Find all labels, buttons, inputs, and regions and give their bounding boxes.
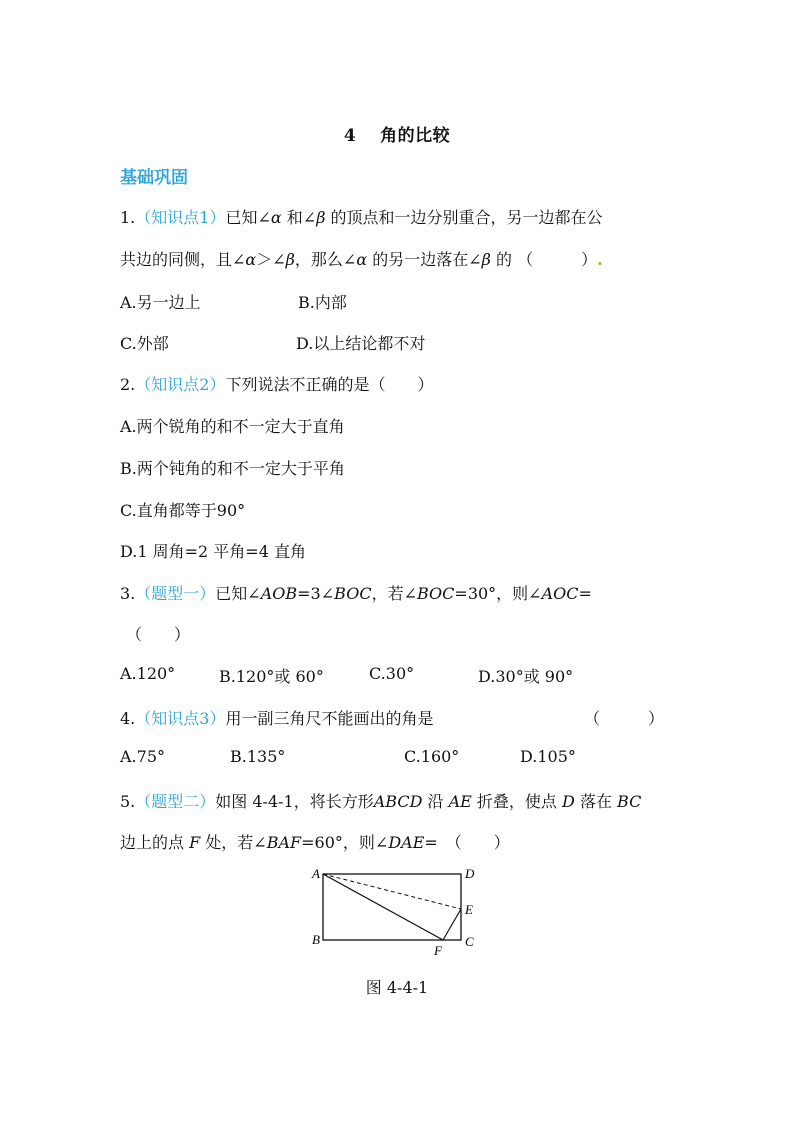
q3-text: =	[578, 584, 592, 603]
q1-text: 的顶点和一边分别重合，另一边都在公	[325, 208, 603, 227]
title-number: 4	[343, 126, 357, 146]
q3-option-d: D.30°或 90°	[478, 667, 574, 686]
q5-text: 处，若∠	[200, 833, 267, 852]
q3-angle-aoc: AOC	[541, 584, 579, 603]
q2-tag: （知识点2）	[135, 375, 226, 394]
q4-answer-paren: （ ）	[584, 709, 665, 728]
q3-tag: （题型一）	[135, 584, 216, 603]
q3-answer-paren: （ ）	[126, 625, 191, 644]
q3-text: ，若∠	[371, 584, 417, 603]
q2-line	[120, 372, 433, 395]
q2-option-b: B.两个钝角的和不一定大于平角	[120, 459, 345, 478]
fold-line-ae	[323, 874, 461, 909]
figure-caption: 图 4-4-1	[365, 978, 429, 997]
label-a: A	[312, 866, 320, 881]
q1-beta: β	[285, 250, 295, 269]
label-b: B	[312, 932, 320, 947]
q5-text: 折叠，使点	[471, 792, 563, 811]
q2-option-a: A.两个锐角的和不一定大于直角	[120, 417, 345, 436]
segment-af	[323, 874, 443, 940]
q4-option-a: A.75°	[120, 747, 165, 766]
q5-line-1	[120, 789, 641, 812]
q1-alpha: α	[245, 250, 257, 269]
q3-text: =30°，则∠	[454, 584, 542, 603]
q1-option-a: A.另一边上	[120, 293, 201, 312]
q3-angle-aob: AOB	[260, 584, 298, 603]
q1-option-b: B.内部	[298, 293, 347, 312]
q2-text: 下列说法不正确的是（ ）	[225, 375, 434, 394]
q5-tag: （题型二）	[135, 792, 216, 811]
q4-tag: （知识点3）	[135, 709, 226, 728]
q1-tag: （知识点1）	[135, 208, 226, 227]
q5-text: 沿	[422, 792, 449, 811]
q1-answer-paren: 的 （ ）	[490, 250, 598, 269]
q1-dot: .	[597, 250, 603, 269]
label-c: C	[465, 934, 474, 949]
q1-alpha: α	[356, 250, 368, 269]
q5-text: 边上的点	[120, 833, 190, 852]
q1-beta: β	[316, 208, 326, 227]
q4-line	[120, 706, 433, 729]
q1-alpha: α	[270, 208, 282, 227]
q3-line	[120, 581, 592, 604]
q2-number: 2.	[120, 375, 136, 394]
q1-text: 已知∠	[225, 208, 271, 227]
q3-option-c: C.30°	[369, 664, 415, 683]
q1-text: 共边的同侧，且∠	[120, 250, 246, 269]
q1-option-c: C.外部	[120, 334, 169, 353]
q5-rect-abcd: ABCD	[373, 792, 423, 811]
label-e: E	[465, 902, 473, 917]
title-text: 角的比较	[380, 126, 451, 146]
q1-option-d: D.以上结论都不对	[296, 334, 426, 353]
q1-line-1	[120, 205, 603, 228]
q3-option-b: B.120°或 60°	[219, 667, 324, 686]
q1-number: 1.	[120, 208, 136, 227]
q3-angle-boc: BOC	[334, 584, 372, 603]
q4-text: 用一副三角尺不能画出的角是	[225, 709, 434, 728]
q5-angle-dae: DAE	[388, 833, 425, 852]
q4-option-b: B.135°	[230, 747, 286, 766]
q4-number: 4.	[120, 709, 136, 728]
q1-text: ＞∠	[256, 250, 286, 269]
q3-text: =3∠	[297, 584, 335, 603]
q1-text: ，那么∠	[294, 250, 357, 269]
q5-side-bc: BC	[617, 792, 642, 811]
q1-beta: β	[481, 250, 491, 269]
q2-option-c: C.直角都等于90°	[120, 501, 246, 520]
label-f: F	[434, 943, 442, 958]
q1-line-2	[120, 247, 603, 270]
q4-option-d: D.105°	[520, 747, 576, 766]
q5-answer-paren: = （ ）	[424, 833, 510, 852]
q3-number: 3.	[120, 584, 136, 603]
q5-line-ae: AE	[448, 792, 472, 811]
section-heading: 基础巩固	[120, 168, 188, 188]
rectangle-abcd	[323, 874, 461, 940]
q5-text: 落在	[574, 792, 618, 811]
q1-text: 和∠	[281, 208, 317, 227]
q5-point-d: D	[562, 792, 575, 811]
figure-rectangle-fold	[300, 862, 490, 962]
q5-point-f: F	[189, 833, 201, 852]
label-d: D	[465, 866, 475, 881]
q3-text: 已知∠	[215, 584, 261, 603]
q5-number: 5.	[120, 792, 136, 811]
q3-angle-boc: BOC	[416, 584, 455, 603]
q5-angle-baf: BAF	[266, 833, 302, 852]
q2-option-d: D.1 周角=2 平角=4 直角	[120, 542, 306, 561]
q3-option-a: A.120°	[120, 664, 176, 683]
q1-text: 的另一边落在∠	[367, 250, 482, 269]
q5-text: =60°，则∠	[301, 833, 389, 852]
q5-line-2	[120, 830, 510, 853]
q4-option-c: C.160°	[404, 747, 460, 766]
q5-text: 如图 4-4-1，将长方形	[215, 792, 374, 811]
page-title	[0, 121, 794, 146]
segment-fe	[443, 909, 461, 940]
